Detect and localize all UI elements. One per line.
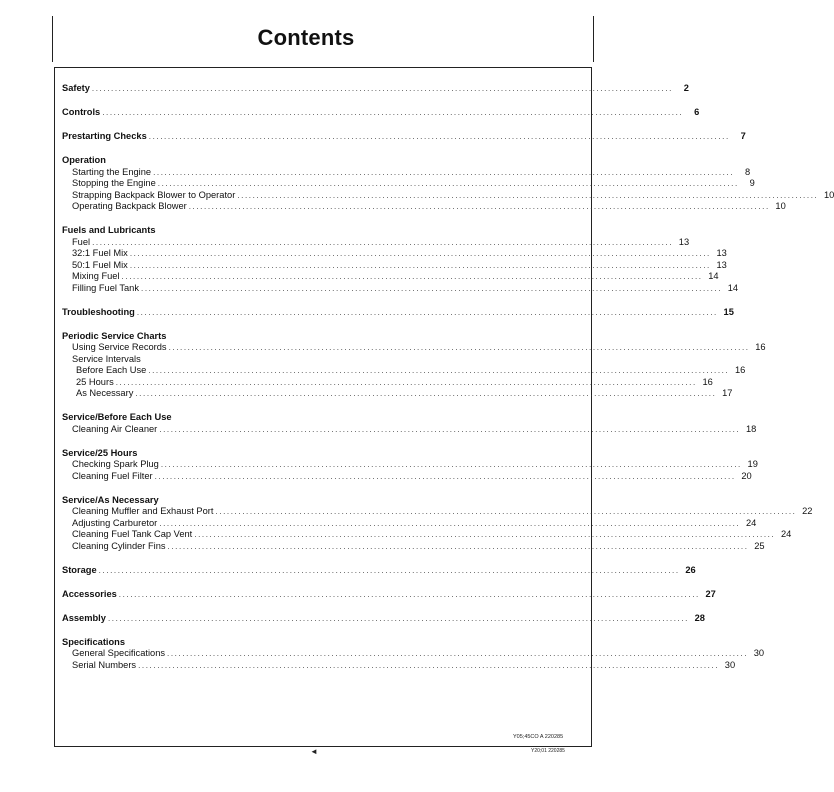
- page-number: 18: [745, 423, 757, 434]
- section-operation: [62, 155, 834, 213]
- document-code-secondary: Y20;01 220285: [531, 748, 565, 754]
- section-heading-25-hours: Service/25 Hours: [62, 447, 138, 458]
- section-heading-operation: Operation: [62, 155, 106, 165]
- page-number: 14: [727, 282, 739, 293]
- toc-entry-cleaning-muffler[interactable]: Cleaning Muffler and Exhaust Port ........................................................................................................................................................ 22: [72, 506, 813, 516]
- page-number: 10: [824, 189, 834, 200]
- toc-entry-operating-blower[interactable]: Operating Backpack Blower ........................................................................................................................................................ 10: [72, 201, 786, 211]
- page-title: Contents: [257, 25, 355, 50]
- page-number: 27: [705, 588, 716, 599]
- page-number: 13: [678, 236, 690, 247]
- section-heading-specifications: Specifications: [62, 636, 126, 647]
- page-number: 30: [724, 659, 736, 670]
- page-number: 25: [754, 540, 765, 551]
- toc-entry-filling-fuel-tank[interactable]: Filling Fuel Tank ........................................................................................................................................................ 14: [72, 282, 739, 293]
- section-periodic-service: [62, 330, 766, 400]
- page-number: 22: [802, 506, 813, 516]
- section-heading-before-use: Service/Before Each Use: [62, 412, 172, 422]
- page-number: 19: [747, 459, 758, 469]
- toc-entry-starting-engine[interactable]: Starting the Engine ........................................................................................................................................................ 8: [72, 166, 751, 177]
- page-number: 16: [702, 376, 713, 387]
- toc-entry-accessories[interactable]: Accessories ........................................................................................................................................................ 27: [62, 588, 716, 599]
- toc-entry-cleaning-cap-vent[interactable]: Cleaning Fuel Tank Cap Vent ........................................................................................................................................................ 24: [72, 529, 792, 539]
- page-number: 10: [775, 201, 786, 211]
- section-heading-periodic: Periodic Service Charts: [62, 330, 167, 341]
- section-service-25-hours: [62, 447, 758, 483]
- toc-entry-checking-spark-plug[interactable]: Checking Spark Plug ........................................................................................................................................................ 19: [72, 459, 758, 469]
- page-number: 24: [780, 529, 792, 539]
- toc-entry-strapping-blower[interactable]: Strapping Backpack Blower to Operator ........................................................................................................................................................ 10: [72, 189, 834, 200]
- page-number: 15: [723, 306, 734, 317]
- toc-entry-mixing-fuel[interactable]: Mixing Fuel ........................................................................................................................................................ 14: [72, 271, 719, 281]
- toc-entry-adjusting-carburetor[interactable]: Adjusting Carburetor ........................................................................................................................................................ 24: [72, 517, 757, 528]
- contents-box: [54, 67, 834, 747]
- page-number: 7: [740, 131, 746, 141]
- page-number: 8: [744, 166, 751, 177]
- toc-entry-cleaning-fuel-filter[interactable]: Cleaning Fuel Filter ........................................................................................................................................................ 20: [72, 470, 752, 481]
- toc-entry-controls[interactable]: Controls ........................................................................................................................................................ 6: [62, 107, 700, 117]
- service-intervals-label: Service Intervals: [72, 353, 141, 364]
- page-number: 16: [755, 342, 766, 352]
- left-arrow-icon: ◄: [310, 747, 318, 756]
- section-service-before-use: [62, 412, 757, 435]
- section-troubleshooting: [62, 306, 734, 319]
- toc-entry-general-specifications[interactable]: General Specifications ........................................................................................................................................................ 30: [72, 648, 765, 658]
- toc-entry-safety[interactable]: Safety ........................................................................................................................................................ 2: [62, 83, 689, 93]
- page-number: 14: [708, 271, 719, 281]
- toc-entry-stopping-engine[interactable]: Stopping the Engine ........................................................................................................................................................ 9: [72, 178, 755, 188]
- toc-entry-cleaning-cylinder-fins[interactable]: Cleaning Cylinder Fins ........................................................................................................................................................ 25: [72, 540, 765, 551]
- toc-entry-prestarting-checks[interactable]: Prestarting Checks ........................................................................................................................................................ 7: [62, 131, 746, 141]
- section-service-as-necessary: [62, 494, 813, 553]
- page-number: 20: [741, 470, 752, 481]
- page-number: 28: [694, 612, 705, 623]
- page-number: 24: [745, 517, 757, 528]
- section-fuels-lubricants: [62, 225, 739, 294]
- table-of-contents: [62, 83, 834, 684]
- page-number: 26: [685, 564, 696, 575]
- page-number: 30: [753, 648, 765, 658]
- page-number: 13: [716, 248, 727, 258]
- toc-entry-storage[interactable]: Storage ........................................................................................................................................................ 26: [62, 564, 696, 575]
- section-heading-fuels: Fuels and Lubricants: [62, 225, 156, 235]
- page-number: 2: [683, 83, 689, 93]
- section-safety: [62, 83, 689, 95]
- toc-entry-service-records[interactable]: Using Service Records ........................................................................................................................................................ 16: [72, 342, 766, 352]
- toc-entry-25-hours[interactable]: 25 Hours ........................................................................................................................................................ 16: [76, 376, 713, 387]
- document-code: Y05;45CO A 220285: [513, 734, 564, 740]
- toc-entry-before-each-use[interactable]: Before Each Use ........................................................................................................................................................ 16: [76, 365, 746, 375]
- toc-entry-troubleshooting[interactable]: Troubleshooting ........................................................................................................................................................ 15: [62, 306, 734, 317]
- toc-entry-fuel[interactable]: Fuel ........................................................................................................................................................ 13: [72, 236, 690, 247]
- section-controls: [62, 107, 700, 119]
- section-storage: [62, 564, 696, 577]
- section-accessories: [62, 588, 716, 601]
- page-number: 6: [694, 107, 700, 117]
- toc-entry-serial-numbers[interactable]: Serial Numbers ........................................................................................................................................................ 30: [72, 659, 736, 670]
- toc-entry-50-1-fuel-mix[interactable]: 50:1 Fuel Mix ........................................................................................................................................................ 13: [72, 259, 727, 270]
- section-heading-as-necessary: Service/As Necessary: [62, 494, 159, 505]
- toc-entry-cleaning-air-cleaner[interactable]: Cleaning Air Cleaner ........................................................................................................................................................ 18: [72, 423, 757, 434]
- toc-entry-32-1-fuel-mix[interactable]: 32:1 Fuel Mix ........................................................................................................................................................ 13: [72, 248, 727, 258]
- section-specifications: [62, 636, 765, 672]
- section-assembly: [62, 612, 705, 625]
- toc-entry-as-necessary[interactable]: As Necessary ........................................................................................................................................................ 17: [76, 388, 733, 398]
- page-number: 17: [722, 388, 733, 398]
- page-number: 9: [749, 178, 755, 188]
- section-prestarting-checks: [62, 131, 746, 143]
- page-number: 13: [716, 259, 727, 270]
- page-number: 16: [734, 365, 746, 375]
- toc-entry-assembly[interactable]: Assembly ........................................................................................................................................................ 28: [62, 612, 705, 623]
